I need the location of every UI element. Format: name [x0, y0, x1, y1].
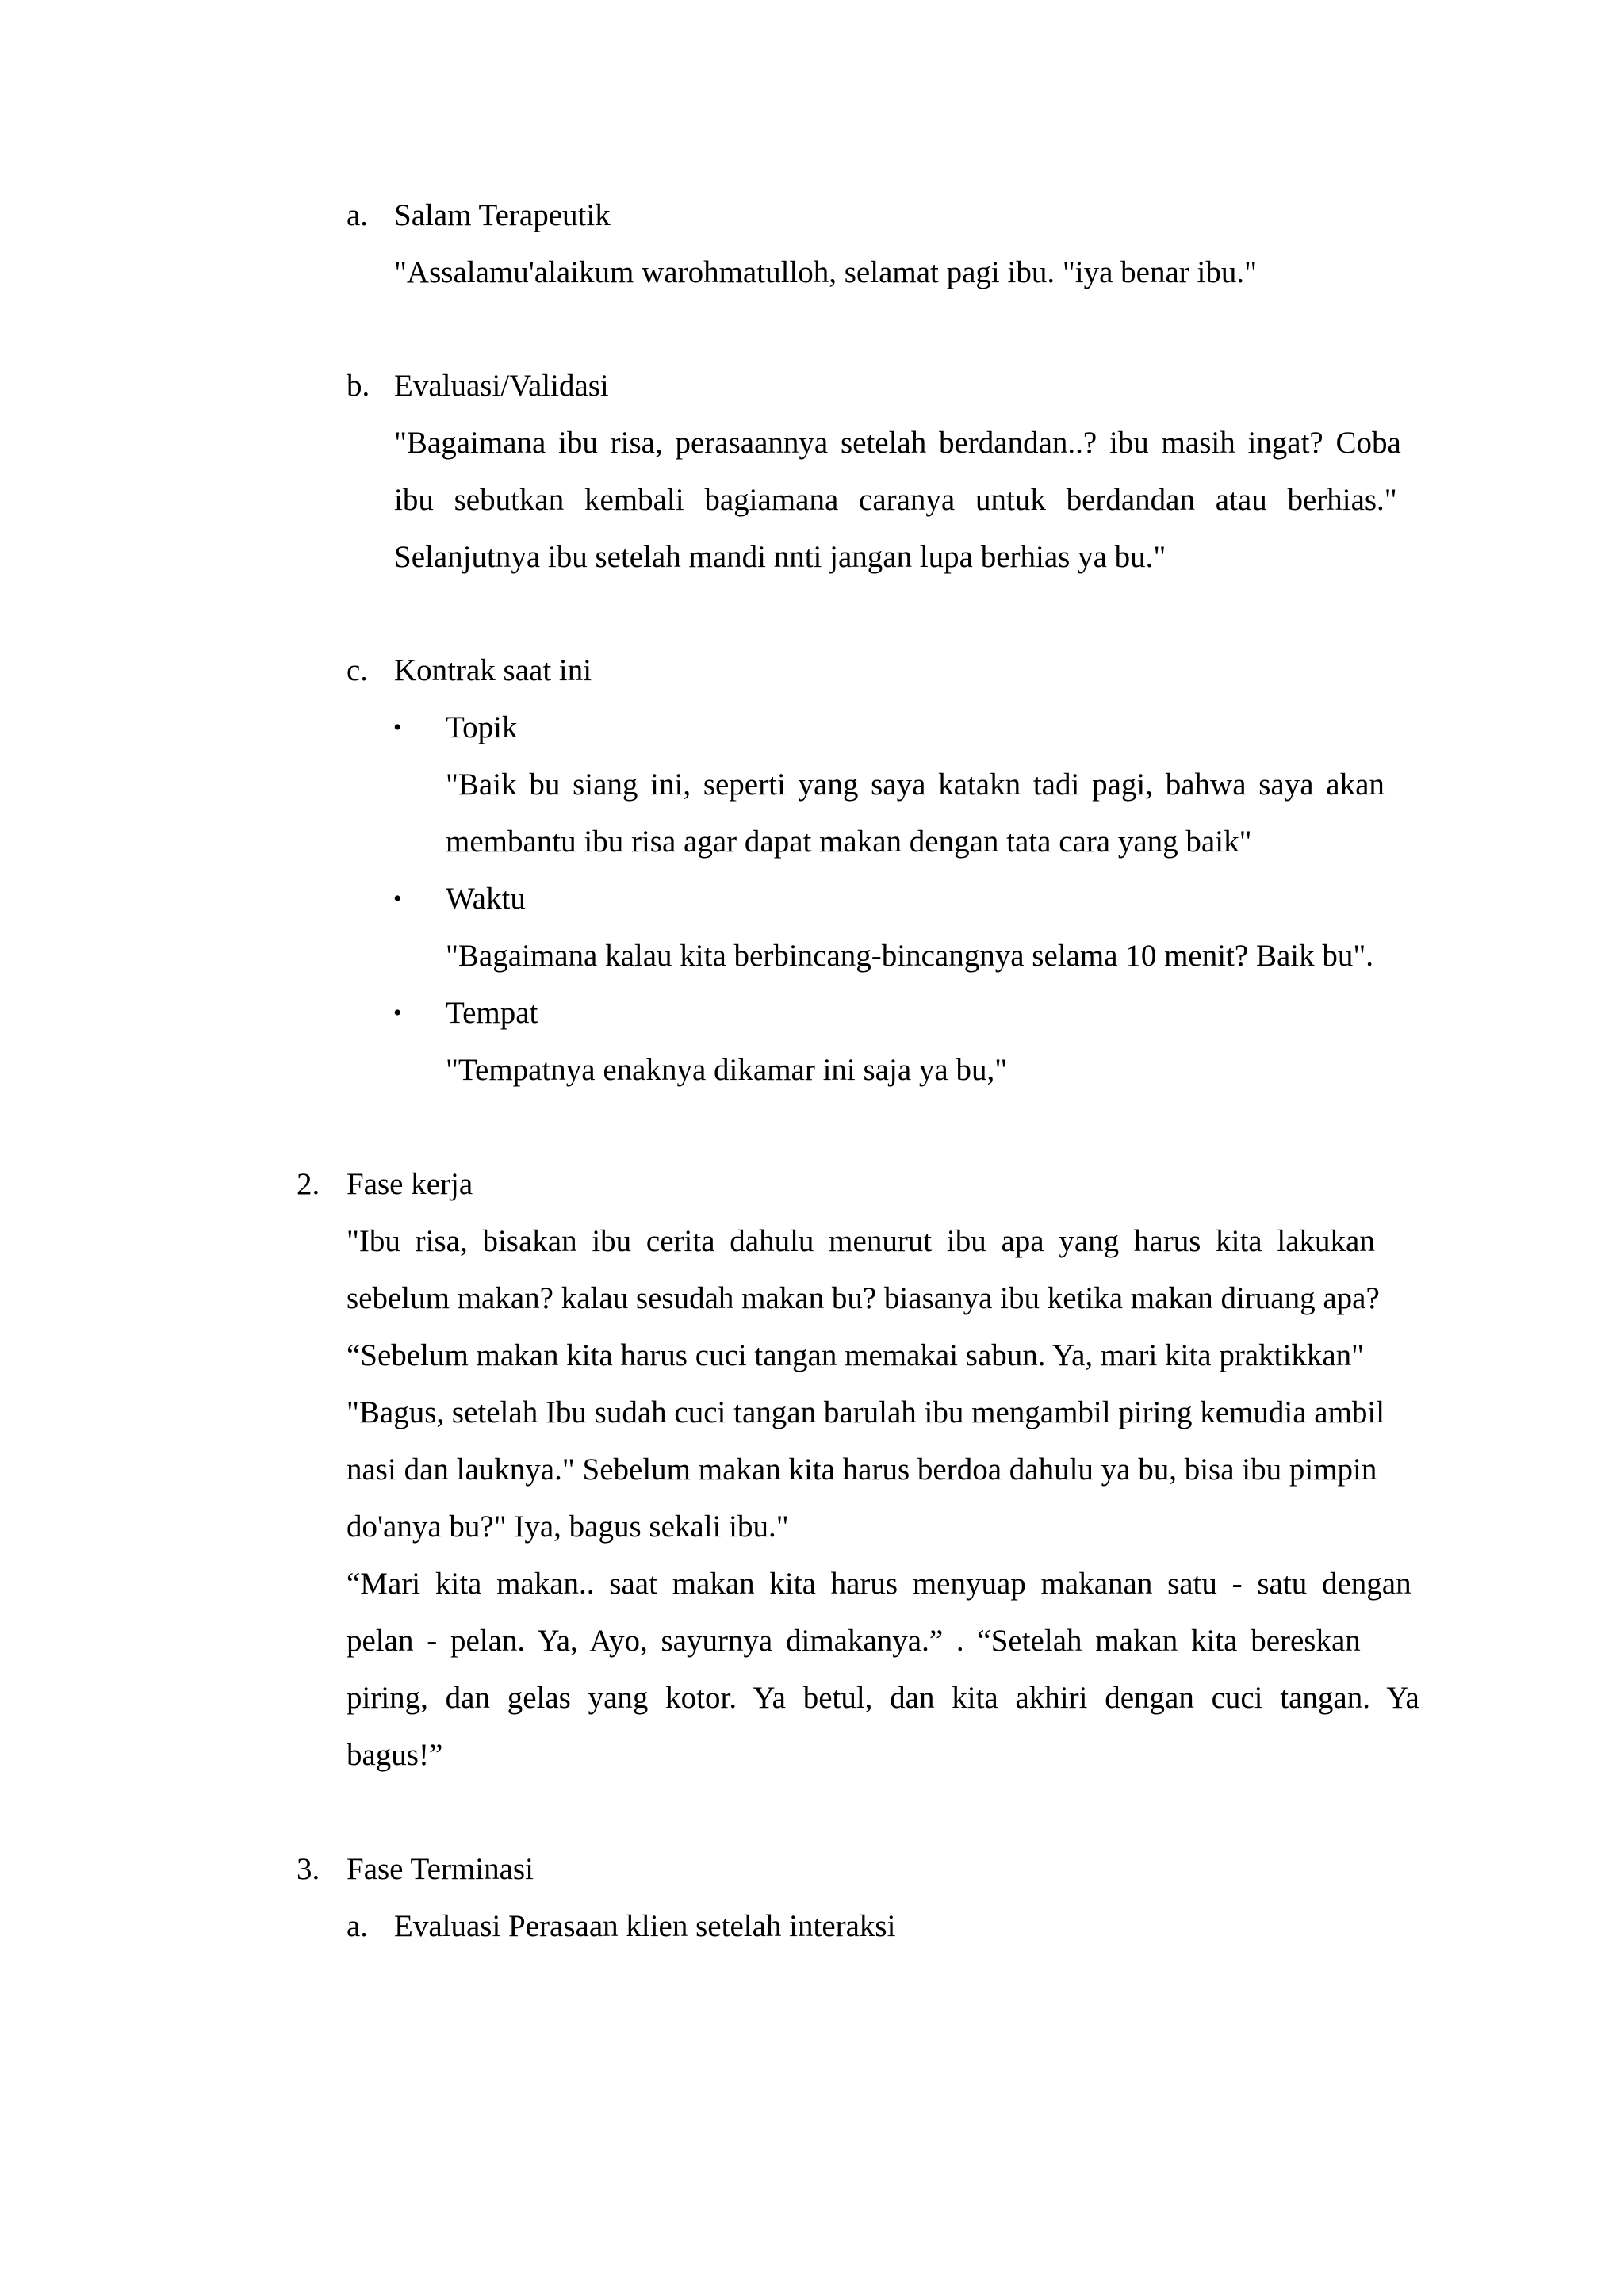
fase-kerja-line-10: bagus!”	[347, 1738, 443, 1772]
heading-kontrak-saat-ini: Kontrak saat ini	[394, 653, 592, 687]
fase-kerja-line-9: piring, dan gelas yang kotor. Ya betul, dan kita akhiri dengan cuci tangan. Ya	[347, 1681, 1419, 1715]
fase-kerja-line-3: “Sebelum makan kita harus cuci tangan memakai sabun. Ya, mari kita praktikkan"	[347, 1338, 1365, 1372]
topik-line-2: membantu ibu risa agar dapat makan dengan tata cara yang baik"	[446, 825, 1252, 859]
fase-kerja-line-4: "Bagus, setelah Ibu sudah cuci tangan barulah ibu mengambil piring kemudia ambil	[347, 1395, 1385, 1429]
bullet-icon: •	[393, 886, 402, 912]
evaluasi-line-2: ibu sebutkan kembali bagiamana caranya untuk berdandan atau berhias."	[394, 483, 1397, 517]
heading-fase-terminasi: Fase Terminasi	[347, 1852, 534, 1886]
list-marker-c: c.	[347, 653, 369, 687]
bullet-label-waktu: Waktu	[446, 882, 526, 916]
fase-kerja-line-8: pelan - pelan. Ya, Ayo, sayurnya dimakanya.” . “Setelah makan kita bereskan	[347, 1624, 1361, 1658]
list-marker-2: 2.	[297, 1167, 320, 1201]
heading-evaluasi-validasi: Evaluasi/Validasi	[394, 369, 609, 403]
fase-kerja-line-5: nasi dan lauknya." Sebelum makan kita harus berdoa dahulu ya bu, bisa ibu pimpin	[347, 1452, 1377, 1487]
list-marker-b: b.	[347, 369, 370, 403]
evaluasi-line-1: "Bagaimana ibu risa, perasaannya setelah berdandan..? ibu masih ingat? Coba	[394, 426, 1401, 460]
bullet-label-topik: Topik	[446, 710, 518, 744]
heading-evaluasi-perasaan: Evaluasi Perasaan klien setelah interaksi	[394, 1909, 896, 1943]
fase-kerja-line-7: “Mari kita makan.. saat makan kita harus menyuap makanan satu - satu dengan	[347, 1567, 1411, 1601]
tempat-line-1: "Tempatnya enaknya dikamar ini saja ya bu,"	[446, 1053, 1008, 1087]
topik-line-1: "Baik bu siang ini, seperti yang saya katakn tadi pagi, bahwa saya akan	[446, 767, 1385, 802]
waktu-line-1: "Bagaimana kalau kita berbincang-bincangnya selama 10 menit? Baik bu".	[446, 939, 1374, 973]
list-marker-3: 3.	[297, 1852, 320, 1886]
heading-fase-kerja: Fase kerja	[347, 1167, 473, 1201]
list-marker-a: a.	[347, 198, 369, 232]
fase-kerja-line-1: "Ibu risa, bisakan ibu cerita dahulu menurut ibu apa yang harus kita lakukan	[347, 1224, 1375, 1258]
bullet-icon: •	[393, 1000, 402, 1026]
heading-salam-terapeutik: Salam Terapeutik	[394, 198, 611, 232]
bullet-icon: •	[393, 714, 402, 740]
fase-kerja-line-2: sebelum makan? kalau sesudah makan bu? biasanya ibu ketika makan diruang apa?	[347, 1281, 1380, 1315]
salam-line-1: "Assalamu'alaikum warohmatulloh, selamat pagi ibu. "iya benar ibu."	[394, 255, 1258, 289]
evaluasi-line-3: Selanjutnya ibu setelah mandi nnti jangan lupa berhias ya bu."	[394, 540, 1166, 574]
fase-kerja-line-6: do'anya bu?" Iya, bagus sekali ibu."	[347, 1510, 789, 1544]
list-marker-terminasi-a: a.	[347, 1909, 369, 1943]
bullet-label-tempat: Tempat	[446, 996, 538, 1030]
